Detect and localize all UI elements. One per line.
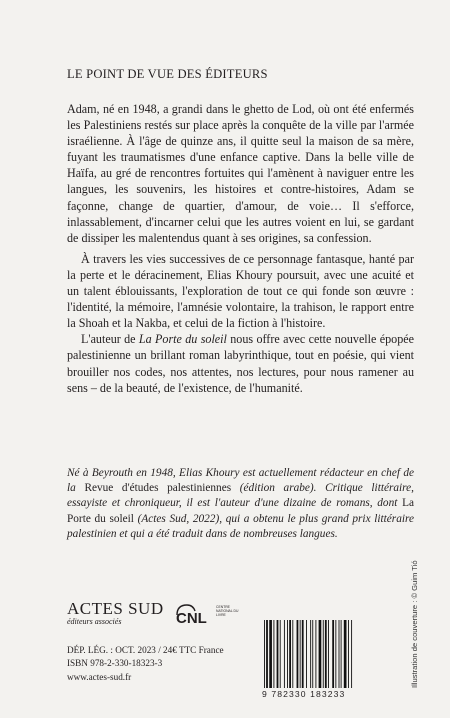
- blurb-paragraph: [67, 331, 414, 395]
- legal-info: [67, 644, 224, 684]
- section-heading: LE POINT DE VUE DES ÉDITEURS: [67, 67, 268, 81]
- paragraph-text: nous offre avec cette nouvelle épopée palestinienne un brillant roman labyrinthique, tout en poésie, qui vient brouiller nos codes, nos attentes, nos lectures, pour nous ramener au sens – de la beauté, de l'existence, de l'humanité.: [67, 332, 414, 395]
- bio-text: (Actes Sud, 2022), qui a obtenu le plus grand prix littéraire palestinien et qui a été traduit dans de nombreuses langues.: [67, 512, 414, 540]
- blurb-paragraph: À travers les vies successives de ce personnage fantasque, hanté par la perte et le déracinement, Elias Khoury poursuit, avec une acuité et un talent éblouissants, l'exploration de tout ce qui fonde son œuvre : l'identité, la mémoire, l'amnésie volontaire, la trahison, le rapport entre la Shoah et la Nakba, et celui de la fiction à l'histoire.: [67, 251, 414, 331]
- book-title: La Porte du soleil: [67, 497, 414, 525]
- isbn-text: ISBN 978-2-330-18323-3: [67, 658, 163, 669]
- legal-deposit: DÉP. LÉG. : OCT. 2023 / 24€ TTC France: [67, 645, 224, 655]
- bio-text: (édition arabe). Critique littéraire, essayiste et chroniqueur, il est l'auteur d'une dizaine de romans, dont: [67, 482, 414, 510]
- blurb-body: [67, 101, 414, 396]
- barcode: [262, 620, 382, 690]
- publisher-name: ACTES SUD: [67, 599, 164, 618]
- bio-text: Né à Beyrouth en 1948, Elias Khoury est actuellement rédacteur en chef de la: [67, 467, 414, 495]
- publisher-logo: [67, 600, 164, 626]
- blurb-paragraph: Adam, né en 1948, a grandi dans le ghetto de Lod, où ont été enfermés les Palestiniens restés sur place après la conquête de la ville par l'armée israélienne. À l'âge de quinze ans, il quitte seul la maison de sa mère, fuyant les traumatismes d'une enfance captive. Dans la belle ville de Haïfa, au gré de rencontres fortuites qui l'amènent à naviguer entre les langues, les souvenirs, les histoires et contre-histoires, Adam se façonne, change de quartier, d'amour, de voie… Il s'efforce, inlassablement, d'incarner celui que les autres voient en lui, se gardant de dissiper les malentendus quant à ses origines, sa confession.: [67, 102, 414, 245]
- cnl-logo-text: CNL: [176, 610, 207, 627]
- website-url: www.actes-sud.fr: [67, 671, 132, 682]
- paragraph-text: L'auteur de: [81, 332, 139, 347]
- publisher-subtitle: éditeurs associés: [67, 617, 122, 626]
- cover-credit: Illustration de couverture : © Guim Tió: [410, 560, 419, 688]
- cnl-caption: CENTRE NATIONAL DU LIVRE: [216, 605, 239, 618]
- barcode-digits: 9 782330 183233: [262, 689, 346, 699]
- author-bio: [67, 466, 414, 542]
- cnl-logo: [173, 601, 213, 629]
- book-title: La Porte du soleil: [138, 332, 227, 347]
- journal-title: Revue d'études palestiniennes: [84, 482, 232, 495]
